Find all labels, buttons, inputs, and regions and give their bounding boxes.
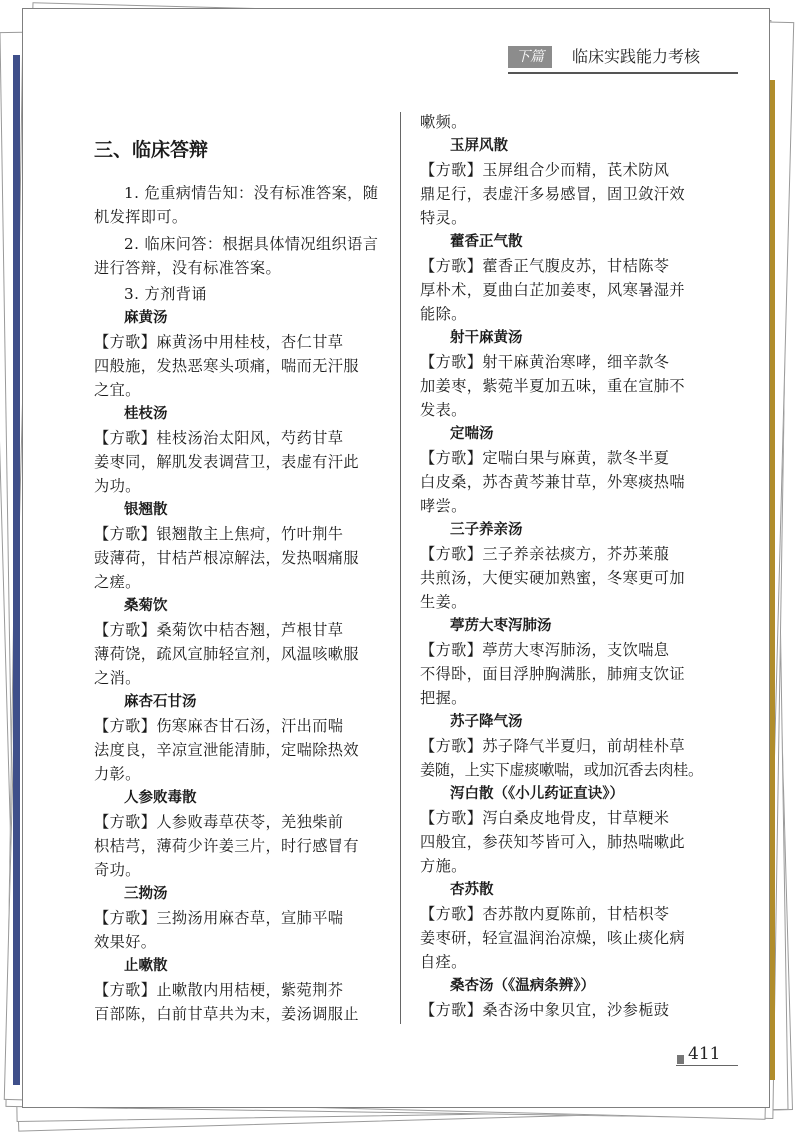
intro-line: 2. 临床问答：根据具体情况组织语言 bbox=[124, 235, 379, 253]
verse-line: 加姜枣，紫菀半夏加五味，重在宣肺不 bbox=[420, 377, 685, 395]
verse-line: 薄荷饶，疏风宣肺轻宣剂，风温咳嗽服 bbox=[94, 645, 359, 663]
formula-name: 玉屏风散 bbox=[450, 138, 508, 154]
footer-mark bbox=[677, 1055, 684, 1064]
intro-line: 机发挥即可。 bbox=[94, 208, 188, 226]
verse-line: 为功。 bbox=[94, 477, 141, 495]
verse-line: 法度良，辛凉宣泄能清肺，定喘除热效 bbox=[94, 741, 359, 759]
verse-line: 哮尝。 bbox=[420, 497, 467, 515]
formula-name: 三拗汤 bbox=[124, 886, 168, 902]
formula-name: 苏子降气汤 bbox=[450, 714, 523, 730]
verse-line: 生姜。 bbox=[420, 593, 467, 611]
verse-line: 姜枣同，解肌发表调营卫，表虚有汗此 bbox=[94, 453, 359, 471]
verse-line: 方施。 bbox=[420, 857, 467, 875]
intro-line: 3. 方剂背诵 bbox=[124, 285, 207, 303]
verse-line: 【方歌】银翘散主上焦疴，竹叶荆牛 bbox=[94, 525, 344, 543]
intro-line: 进行答辩，没有标准答案。 bbox=[94, 259, 282, 277]
verse-line: 【方歌】定喘白果与麻黄，款冬半夏 bbox=[420, 449, 670, 467]
footer-rule bbox=[676, 1065, 738, 1066]
header-rule bbox=[508, 72, 738, 74]
verse-line: 共煎汤，大便实硬加熟蜜，冬寒更可加 bbox=[420, 569, 685, 587]
verse-line: 效果好。 bbox=[94, 933, 157, 951]
formula-name: 麻杏石甘汤 bbox=[124, 694, 197, 710]
verse-line: 【方歌】桑菊饮中桔杏翘，芦根甘草 bbox=[94, 621, 344, 639]
formula-name: 藿香正气散 bbox=[450, 234, 523, 250]
verse-line: 把握。 bbox=[420, 689, 467, 707]
verse-line: 【方歌】止嗽散内用桔梗，紫菀荆芥 bbox=[94, 981, 344, 999]
formula-name: 杏苏散 bbox=[450, 882, 494, 898]
verse-line: 鼎足行，表虚汗多易感冒，固卫敛汗效 bbox=[420, 185, 685, 203]
book-edge-blue bbox=[13, 55, 20, 1085]
verse-line: 发表。 bbox=[420, 401, 467, 419]
formula-name: 桑杏汤（《温病条辨》） bbox=[450, 978, 595, 994]
verse-line: 厚朴术，夏曲白芷加姜枣，风寒暑湿并 bbox=[420, 281, 685, 299]
verse-line: 【方歌】苏子降气半夏归，前胡桂朴草 bbox=[420, 737, 685, 755]
intro-line: 1. 危重病情告知：没有标准答案，随 bbox=[124, 184, 379, 202]
verse-line: 之消。 bbox=[94, 669, 141, 687]
verse-line: 【方歌】葶苈大枣泻肺汤，支饮喘息 bbox=[420, 641, 670, 659]
verse-line: 【方歌】人参败毒草茯苓，羌独柴前 bbox=[94, 813, 344, 831]
verse-line: 【方歌】麻黄汤中用桂枝，杏仁甘草 bbox=[94, 333, 344, 351]
verse-line: 【方歌】泻白桑皮地骨皮，甘草粳米 bbox=[420, 809, 670, 827]
formula-name: 桂枝汤 bbox=[124, 406, 168, 422]
verse-line: 【方歌】桂枝汤治太阳风，芍药甘草 bbox=[94, 429, 344, 447]
verse-line: 姜枣研，轻宣温润治凉燥，咳止痰化病 bbox=[420, 929, 685, 947]
verse-line: 力彰。 bbox=[94, 765, 141, 783]
verse-line: 姜随，上实下虚痰嗽喘，或加沉香去肉桂。 bbox=[420, 761, 703, 779]
section-title: 三、临床答辩 bbox=[94, 139, 209, 161]
verse-line: 百部陈，白前甘草共为末，姜汤调服止 bbox=[94, 1005, 359, 1023]
formula-name: 定喘汤 bbox=[450, 426, 494, 442]
verse-line: 四般施，发热恶寒头项痛，喘而无汗服 bbox=[94, 357, 359, 375]
formula-name: 麻黄汤 bbox=[124, 310, 168, 326]
formula-name: 银翘散 bbox=[124, 502, 168, 518]
page-number: 411 bbox=[688, 1044, 721, 1064]
verse-line: 不得卧，面目浮肿胸满胀，肺痈支饮证 bbox=[420, 665, 685, 683]
verse-line: 【方歌】射干麻黄治寒哮，细辛款冬 bbox=[420, 353, 670, 371]
formula-name: 三子养亲汤 bbox=[450, 522, 523, 538]
verse-line: 【方歌】伤寒麻杏甘石汤，汗出而喘 bbox=[94, 717, 344, 735]
verse-line: 【方歌】桑杏汤中象贝宜，沙参栀豉 bbox=[420, 1001, 670, 1019]
column-divider bbox=[400, 112, 401, 1024]
verse-line: 特灵。 bbox=[420, 209, 467, 227]
verse-line: 【方歌】三拗汤用麻杏草，宣肺平喘 bbox=[94, 909, 344, 927]
running-header bbox=[508, 44, 738, 74]
verse-line: 自痊。 bbox=[420, 953, 467, 971]
verse-line: 【方歌】藿香正气腹皮苏，甘桔陈苓 bbox=[420, 257, 670, 275]
formula-name: 泻白散（《小儿药证直诀》） bbox=[450, 786, 624, 802]
formula-name: 止嗽散 bbox=[124, 958, 168, 974]
verse-line: 【方歌】玉屏组合少而精，芪术防风 bbox=[420, 161, 670, 179]
verse-line: 能除。 bbox=[420, 305, 467, 323]
verse-line: 四般宜，参茯知芩皆可入，肺热喘嗽此 bbox=[420, 833, 685, 851]
verse-line: 嗽频。 bbox=[420, 113, 467, 131]
verse-line: 【方歌】三子养亲祛痰方，芥苏莱菔 bbox=[420, 545, 670, 563]
verse-line: 奇功。 bbox=[94, 861, 141, 879]
formula-name: 人参败毒散 bbox=[124, 790, 197, 806]
verse-line: 【方歌】杏苏散内夏陈前，甘桔枳苓 bbox=[420, 905, 670, 923]
verse-line: 白皮桑，苏杏黄芩兼甘草，外寒痰热喘 bbox=[420, 473, 685, 491]
verse-line: 枳桔芎，薄荷少许姜三片，时行感冒有 bbox=[94, 837, 359, 855]
verse-line: 之瘥。 bbox=[94, 573, 141, 591]
verse-line: 之宜。 bbox=[94, 381, 141, 399]
header-title: 临床实践能力考核 bbox=[572, 47, 701, 66]
part-tag: 下篇 bbox=[508, 46, 552, 68]
verse-line: 豉薄荷，甘桔芦根凉解法，发热咽痛服 bbox=[94, 549, 359, 567]
formula-name: 射干麻黄汤 bbox=[450, 330, 523, 346]
formula-name: 桑菊饮 bbox=[124, 598, 168, 614]
formula-name: 葶苈大枣泻肺汤 bbox=[450, 618, 552, 634]
